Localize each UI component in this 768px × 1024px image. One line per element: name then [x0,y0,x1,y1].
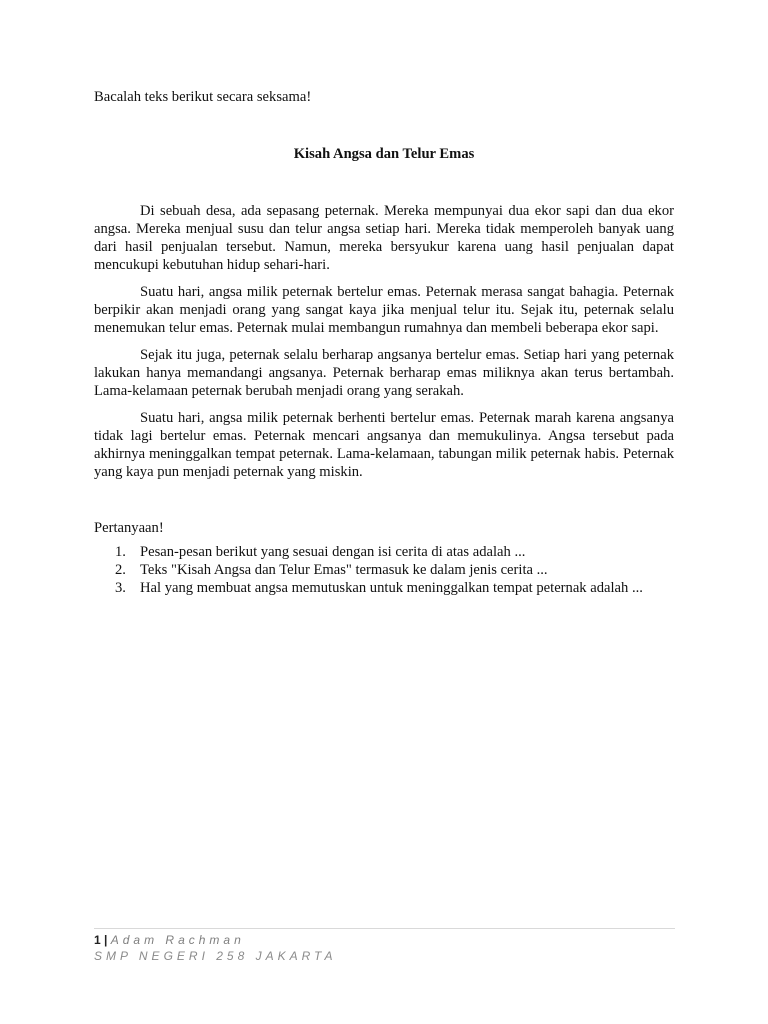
question-text: Pesan-pesan berikut yang sesuai dengan isi cerita di atas adalah ... [140,544,526,560]
question-text: Hal yang membuat angsa memutuskan untuk meninggalkan tempat peternak adalah ... [140,580,643,596]
questions-list [94,543,674,597]
story-title: Kisah Angsa dan Telur Emas [293,146,475,162]
document-body [94,88,674,597]
question-item [94,579,674,597]
question-number: 1. [115,544,126,560]
author-name: Adam Rachman [110,933,245,947]
footer-line-author [94,932,675,948]
questions-heading: Pertanyaan! [94,520,164,536]
story-paragraph: Suatu hari, angsa milik peternak bertelur emas. Peternak merasa sangat bahagia. Peternak berpikir akan menjadi orang yang sangat kaya jika menjual telur itu. Sejak itu, peternak selalu menemukan telur emas. Peternak mulai membangun rumahnya dan membeli beberapa ekor sapi. [94,284,674,336]
question-item [94,561,674,579]
question-text: Teks "Kisah Angsa dan Telur Emas" termasuk ke dalam jenis cerita ... [140,562,548,578]
instruction-text: Bacalah teks berikut secara seksama! [94,89,312,105]
school-name: SMP NEGERI 258 JAKARTA [94,949,337,963]
footer-separator: | [104,933,108,947]
story-paragraph: Sejak itu juga, peternak selalu berharap angsanya bertelur emas. Setiap hari yang peternak lakukan hanya memandangi angsanya. Peternak berharap emas miliknya akan terus bertambah. Lama-kelamaan peternak berubah menjadi orang yang serakah. [94,347,674,399]
question-number: 3. [115,580,126,596]
question-number: 2. [115,562,126,578]
question-item [94,543,674,561]
story-paragraph: Suatu hari, angsa milik peternak berhenti bertelur emas. Peternak marah karena angsanya tidak lagi bertelur emas. Peternak mencari angsanya dan memukulinya. Angsa tersebut pada akhirnya meninggalkan tempat peternak. Lama-kelamaan, tabungan milik peternak habis. Peternak yang kaya pun menjadi peternak yang miskin. [94,410,674,480]
story-text [94,202,674,481]
page-footer [94,928,675,964]
page-number: 1 [94,933,101,947]
story-paragraph: Di sebuah desa, ada sepasang peternak. Mereka mempunyai dua ekor sapi dan dua ekor angsa. Mereka menjual susu dan telur angsa setiap hari. Mereka tidak memperoleh banyak uang dari hasil penjualan tersebut. Namun, mereka bersyukur karena uang hasil penjualan dapat mencukupi kebutuhan hidup sehari-hari. [94,203,674,273]
